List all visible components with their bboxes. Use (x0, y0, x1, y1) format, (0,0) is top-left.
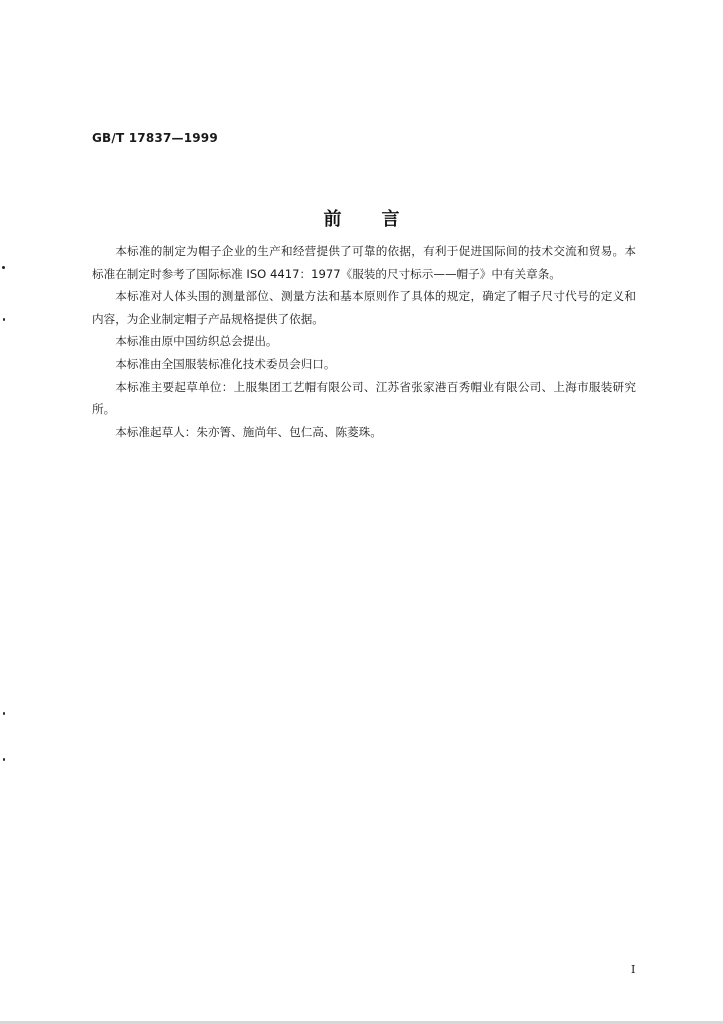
foreword-title: 前言 (323, 209, 440, 230)
scan-speck (3, 758, 5, 761)
scan-speck (3, 712, 5, 715)
foreword-body (92, 240, 636, 443)
page-number: I (631, 963, 636, 976)
scan-speck (2, 266, 5, 269)
standard-code: GB/T 17837—1999 (92, 131, 218, 145)
paragraph-drafters: 本标准起草人：朱亦箐、施尚年、包仁高、陈菱珠。 (115, 424, 382, 439)
paragraph-proposer: 本标准由原中国纺织总会提出。 (115, 334, 278, 349)
paragraph-drafting-units: 本标准主要起草单位：上服集团工艺帽有限公司、江苏省张家港百秀帽业有限公司、上海市服装研究所。 (92, 379, 636, 417)
scan-speck (3, 318, 5, 321)
paragraph-administrator: 本标准由全国服装标准化技术委员会归口。 (115, 356, 336, 371)
paragraph-purpose: 本标准的制定为帽子企业的生产和经营提供了可靠的依据，有利于促进国际间的技术交流和贸易。本标准在制定时参考了国际标准 ISO 4417：1977《服装的尺寸标示——帽子》中有关章条。 (92, 244, 636, 281)
paragraph-scope: 本标准对人体头围的测量部位、测量方法和基本原则作了具体的规定，确定了帽子尺寸代号的定义和内容，为企业制定帽子产品规格提供了依据。 (92, 289, 636, 326)
